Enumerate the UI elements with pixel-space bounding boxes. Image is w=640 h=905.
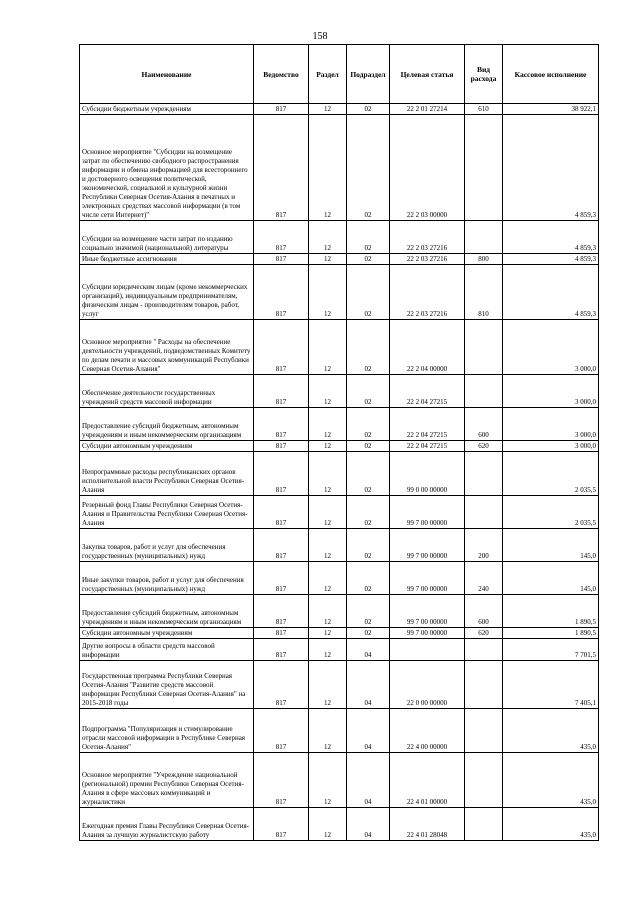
row-department: 817: [254, 661, 309, 709]
row-name: Субсидии на возмещение части затрат по изданию социально значимой (национальной) литературы: [80, 221, 254, 254]
row-target-item: [390, 639, 465, 661]
row-amount: 145,0: [503, 529, 599, 562]
row-expense-type: 620: [465, 628, 503, 639]
row-expense-type: [465, 808, 503, 841]
row-target-item: 22 2 04 00000: [390, 320, 465, 375]
row-amount: 4 859,3: [503, 115, 599, 221]
row-amount: 4 859,3: [503, 254, 599, 265]
table-header-row: [80, 45, 599, 104]
row-amount: 3 000,0: [503, 441, 599, 452]
row-department: 817: [254, 221, 309, 254]
budget-execution-table: [79, 44, 599, 841]
table-row: [80, 104, 599, 115]
row-subsection: 02: [347, 104, 390, 115]
row-subsection: 02: [347, 320, 390, 375]
table-row: [80, 452, 599, 496]
row-section: 12: [309, 709, 347, 753]
row-department: 817: [254, 254, 309, 265]
row-expense-type: [465, 639, 503, 661]
row-department: 817: [254, 375, 309, 408]
row-target-item: 99 7 00 00000: [390, 529, 465, 562]
table-row: [80, 709, 599, 753]
header-target-item: Целевая статья: [390, 45, 465, 104]
row-department: 817: [254, 441, 309, 452]
row-subsection: 04: [347, 639, 390, 661]
row-department: 817: [254, 408, 309, 441]
page-number: 158: [312, 31, 328, 42]
table-row: [80, 221, 599, 254]
row-target-item: 22 4 01 28048: [390, 808, 465, 841]
row-amount: 1 890,5: [503, 595, 599, 628]
row-section: 12: [309, 375, 347, 408]
table-row: [80, 753, 599, 808]
row-expense-type: [465, 709, 503, 753]
row-section: 12: [309, 452, 347, 496]
row-expense-type: 800: [465, 254, 503, 265]
row-target-item: 22 2 03 27216: [390, 221, 465, 254]
row-expense-type: 610: [465, 104, 503, 115]
row-expense-type: [465, 221, 503, 254]
row-subsection: 02: [347, 496, 390, 529]
table-row: [80, 808, 599, 841]
row-subsection: 02: [347, 452, 390, 496]
table-row: [80, 661, 599, 709]
header-expense-type: Вид расхода: [465, 45, 503, 104]
row-name: Субсидии бюджетным учреждениям: [80, 104, 254, 115]
table-row: [80, 496, 599, 529]
row-expense-type: [465, 753, 503, 808]
row-name: Резервный фонд Главы Республики Северная Осетия-Алания и Правительства Республики Северная Осетия-Алания: [80, 496, 254, 529]
row-target-item: 99 7 00 00000: [390, 562, 465, 595]
row-amount: 435,0: [503, 808, 599, 841]
row-expense-type: [465, 496, 503, 529]
row-subsection: 02: [347, 254, 390, 265]
header-department: Ведомство: [254, 45, 309, 104]
row-target-item: 22 2 04 27215: [390, 441, 465, 452]
row-target-item: 22 4 00 00000: [390, 709, 465, 753]
row-department: 817: [254, 529, 309, 562]
row-name: Государственная программа Республики Северная Осетия-Алания "Развитие средств массовой информации Республики Северная Осетия-Алания" на 2015-2018 годы: [80, 661, 254, 709]
row-subsection: 02: [347, 221, 390, 254]
row-subsection: 02: [347, 562, 390, 595]
row-target-item: 22 2 03 27216: [390, 254, 465, 265]
row-expense-type: [465, 320, 503, 375]
row-department: 817: [254, 104, 309, 115]
table-row: [80, 529, 599, 562]
row-subsection: 04: [347, 709, 390, 753]
row-name: Ежегодная премия Главы Республики Северная Осетия-Алания за лучшую журналистскую работу: [80, 808, 254, 841]
row-amount: 7 701,5: [503, 639, 599, 661]
row-subsection: 02: [347, 529, 390, 562]
row-amount: 435,0: [503, 709, 599, 753]
row-target-item: 99 7 00 00000: [390, 595, 465, 628]
row-target-item: 99 0 00 00000: [390, 452, 465, 496]
row-name: Подпрограмма "Популяризация и стимулирование отрасли массовой информации в Республике Северная Осетия-Алания": [80, 709, 254, 753]
row-department: 817: [254, 628, 309, 639]
row-section: 12: [309, 628, 347, 639]
row-amount: 4 859,3: [503, 265, 599, 320]
table-row: [80, 320, 599, 375]
table-row: [80, 562, 599, 595]
row-section: 12: [309, 441, 347, 452]
row-expense-type: 810: [465, 265, 503, 320]
row-target-item: 22 2 04 27215: [390, 375, 465, 408]
row-department: 817: [254, 496, 309, 529]
row-subsection: 02: [347, 265, 390, 320]
row-section: 12: [309, 221, 347, 254]
header-section: Раздел: [309, 45, 347, 104]
row-section: 12: [309, 661, 347, 709]
row-target-item: 22 2 03 27216: [390, 265, 465, 320]
row-target-item: 22 0 00 00000: [390, 661, 465, 709]
row-department: 817: [254, 452, 309, 496]
row-department: 817: [254, 115, 309, 221]
row-amount: 1 890,5: [503, 628, 599, 639]
row-amount: 3 000,0: [503, 408, 599, 441]
header-execution: Кассовое исполнение: [503, 45, 599, 104]
row-department: 817: [254, 265, 309, 320]
row-name: Субсидии юридическим лицам (кроме некоммерческих организаций), индивидуальным предпринимателям, физическим лицам - производителям товаров, работ, услуг: [80, 265, 254, 320]
row-amount: 2 035,5: [503, 496, 599, 529]
table-row: [80, 408, 599, 441]
table-row: [80, 254, 599, 265]
row-expense-type: 620: [465, 441, 503, 452]
row-section: 12: [309, 320, 347, 375]
row-name: Закупка товаров, работ и услуг для обеспечения государственных (муниципальных) нужд: [80, 529, 254, 562]
row-expense-type: [465, 452, 503, 496]
row-section: 12: [309, 808, 347, 841]
row-subsection: 02: [347, 115, 390, 221]
row-expense-type: 200: [465, 529, 503, 562]
row-name: Иные бюджетные ассигнования: [80, 254, 254, 265]
row-department: 817: [254, 709, 309, 753]
row-subsection: 02: [347, 375, 390, 408]
row-amount: 435,0: [503, 753, 599, 808]
row-department: 817: [254, 808, 309, 841]
row-amount: 145,0: [503, 562, 599, 595]
row-amount: 2 035,5: [503, 452, 599, 496]
table-row: [80, 115, 599, 221]
row-expense-type: [465, 115, 503, 221]
row-name: Другие вопросы в области средств массовой информации: [80, 639, 254, 661]
row-department: 817: [254, 639, 309, 661]
row-subsection: 04: [347, 661, 390, 709]
table-row: [80, 441, 599, 452]
row-section: 12: [309, 254, 347, 265]
header-name: Наименование: [80, 45, 254, 104]
row-amount: 4 859,3: [503, 221, 599, 254]
row-department: 817: [254, 320, 309, 375]
row-expense-type: [465, 375, 503, 408]
row-section: 12: [309, 496, 347, 529]
header-subsection: Подраздел: [347, 45, 390, 104]
row-name: Непрограммные расходы республиканских органов исполнительной власти Республики Северная Осетия-Алания: [80, 452, 254, 496]
row-name: Иные закупки товаров, работ и услуг для обеспечения государственных (муниципальных) нужд: [80, 562, 254, 595]
row-name: Обеспечение деятельности государственных учреждений средств массовой информации: [80, 375, 254, 408]
table-row: [80, 595, 599, 628]
table-row: [80, 639, 599, 661]
row-expense-type: 600: [465, 595, 503, 628]
row-name: Предоставление субсидий бюджетным, автономным учреждениям и иным некоммерческим организациям: [80, 408, 254, 441]
row-target-item: 22 2 03 00000: [390, 115, 465, 221]
row-target-item: 99 7 00 00000: [390, 628, 465, 639]
row-subsection: 02: [347, 441, 390, 452]
table-row: [80, 265, 599, 320]
row-section: 12: [309, 562, 347, 595]
row-amount: 3 000,0: [503, 375, 599, 408]
row-subsection: 04: [347, 753, 390, 808]
row-expense-type: 600: [465, 408, 503, 441]
row-section: 12: [309, 115, 347, 221]
row-target-item: 22 4 01 00000: [390, 753, 465, 808]
row-section: 12: [309, 408, 347, 441]
row-name: Основное мероприятие "Учреждение национальной (региональной) премии Республики Северная Осетия-Алания в сфере массовых коммуникаций и журналистики: [80, 753, 254, 808]
row-section: 12: [309, 753, 347, 808]
row-amount: 7 405,1: [503, 661, 599, 709]
row-subsection: 04: [347, 808, 390, 841]
row-section: 12: [309, 639, 347, 661]
row-section: 12: [309, 529, 347, 562]
table-row: [80, 375, 599, 408]
row-section: 12: [309, 104, 347, 115]
row-expense-type: [465, 661, 503, 709]
row-section: 12: [309, 595, 347, 628]
row-department: 817: [254, 753, 309, 808]
row-amount: 38 922,1: [503, 104, 599, 115]
row-department: 817: [254, 562, 309, 595]
row-section: 12: [309, 265, 347, 320]
row-name: Субсидии автономным учреждениям: [80, 441, 254, 452]
row-target-item: 99 7 00 00000: [390, 496, 465, 529]
row-name: Субсидии автономным учреждениям: [80, 628, 254, 639]
row-subsection: 02: [347, 408, 390, 441]
row-name: Предоставление субсидий бюджетным, автономным учреждениям и иным некоммерческим организациям: [80, 595, 254, 628]
row-department: 817: [254, 595, 309, 628]
row-subsection: 02: [347, 595, 390, 628]
row-subsection: 02: [347, 628, 390, 639]
row-name: Основное мероприятие "Субсидии на возмещение затрат по обеспечению свободного распространения информации и обмена информацией для всестороннего и достоверного освещения политической, экономической, социальной и культурной жизни Республики Северная Осетия-Алания в печатных и электронных средствах массовой информации (в том числе сети Интернет)": [80, 115, 254, 221]
row-expense-type: 240: [465, 562, 503, 595]
row-target-item: 22 2 04 27215: [390, 408, 465, 441]
row-amount: 3 000,0: [503, 320, 599, 375]
row-name: Основное мероприятие " Расходы на обеспечение деятельности учреждений, подведомственных Комитету по делам печати и массовых коммуникаций Республики Северная Осетия-Алания": [80, 320, 254, 375]
table-row: [80, 628, 599, 639]
row-target-item: 22 2 01 27214: [390, 104, 465, 115]
